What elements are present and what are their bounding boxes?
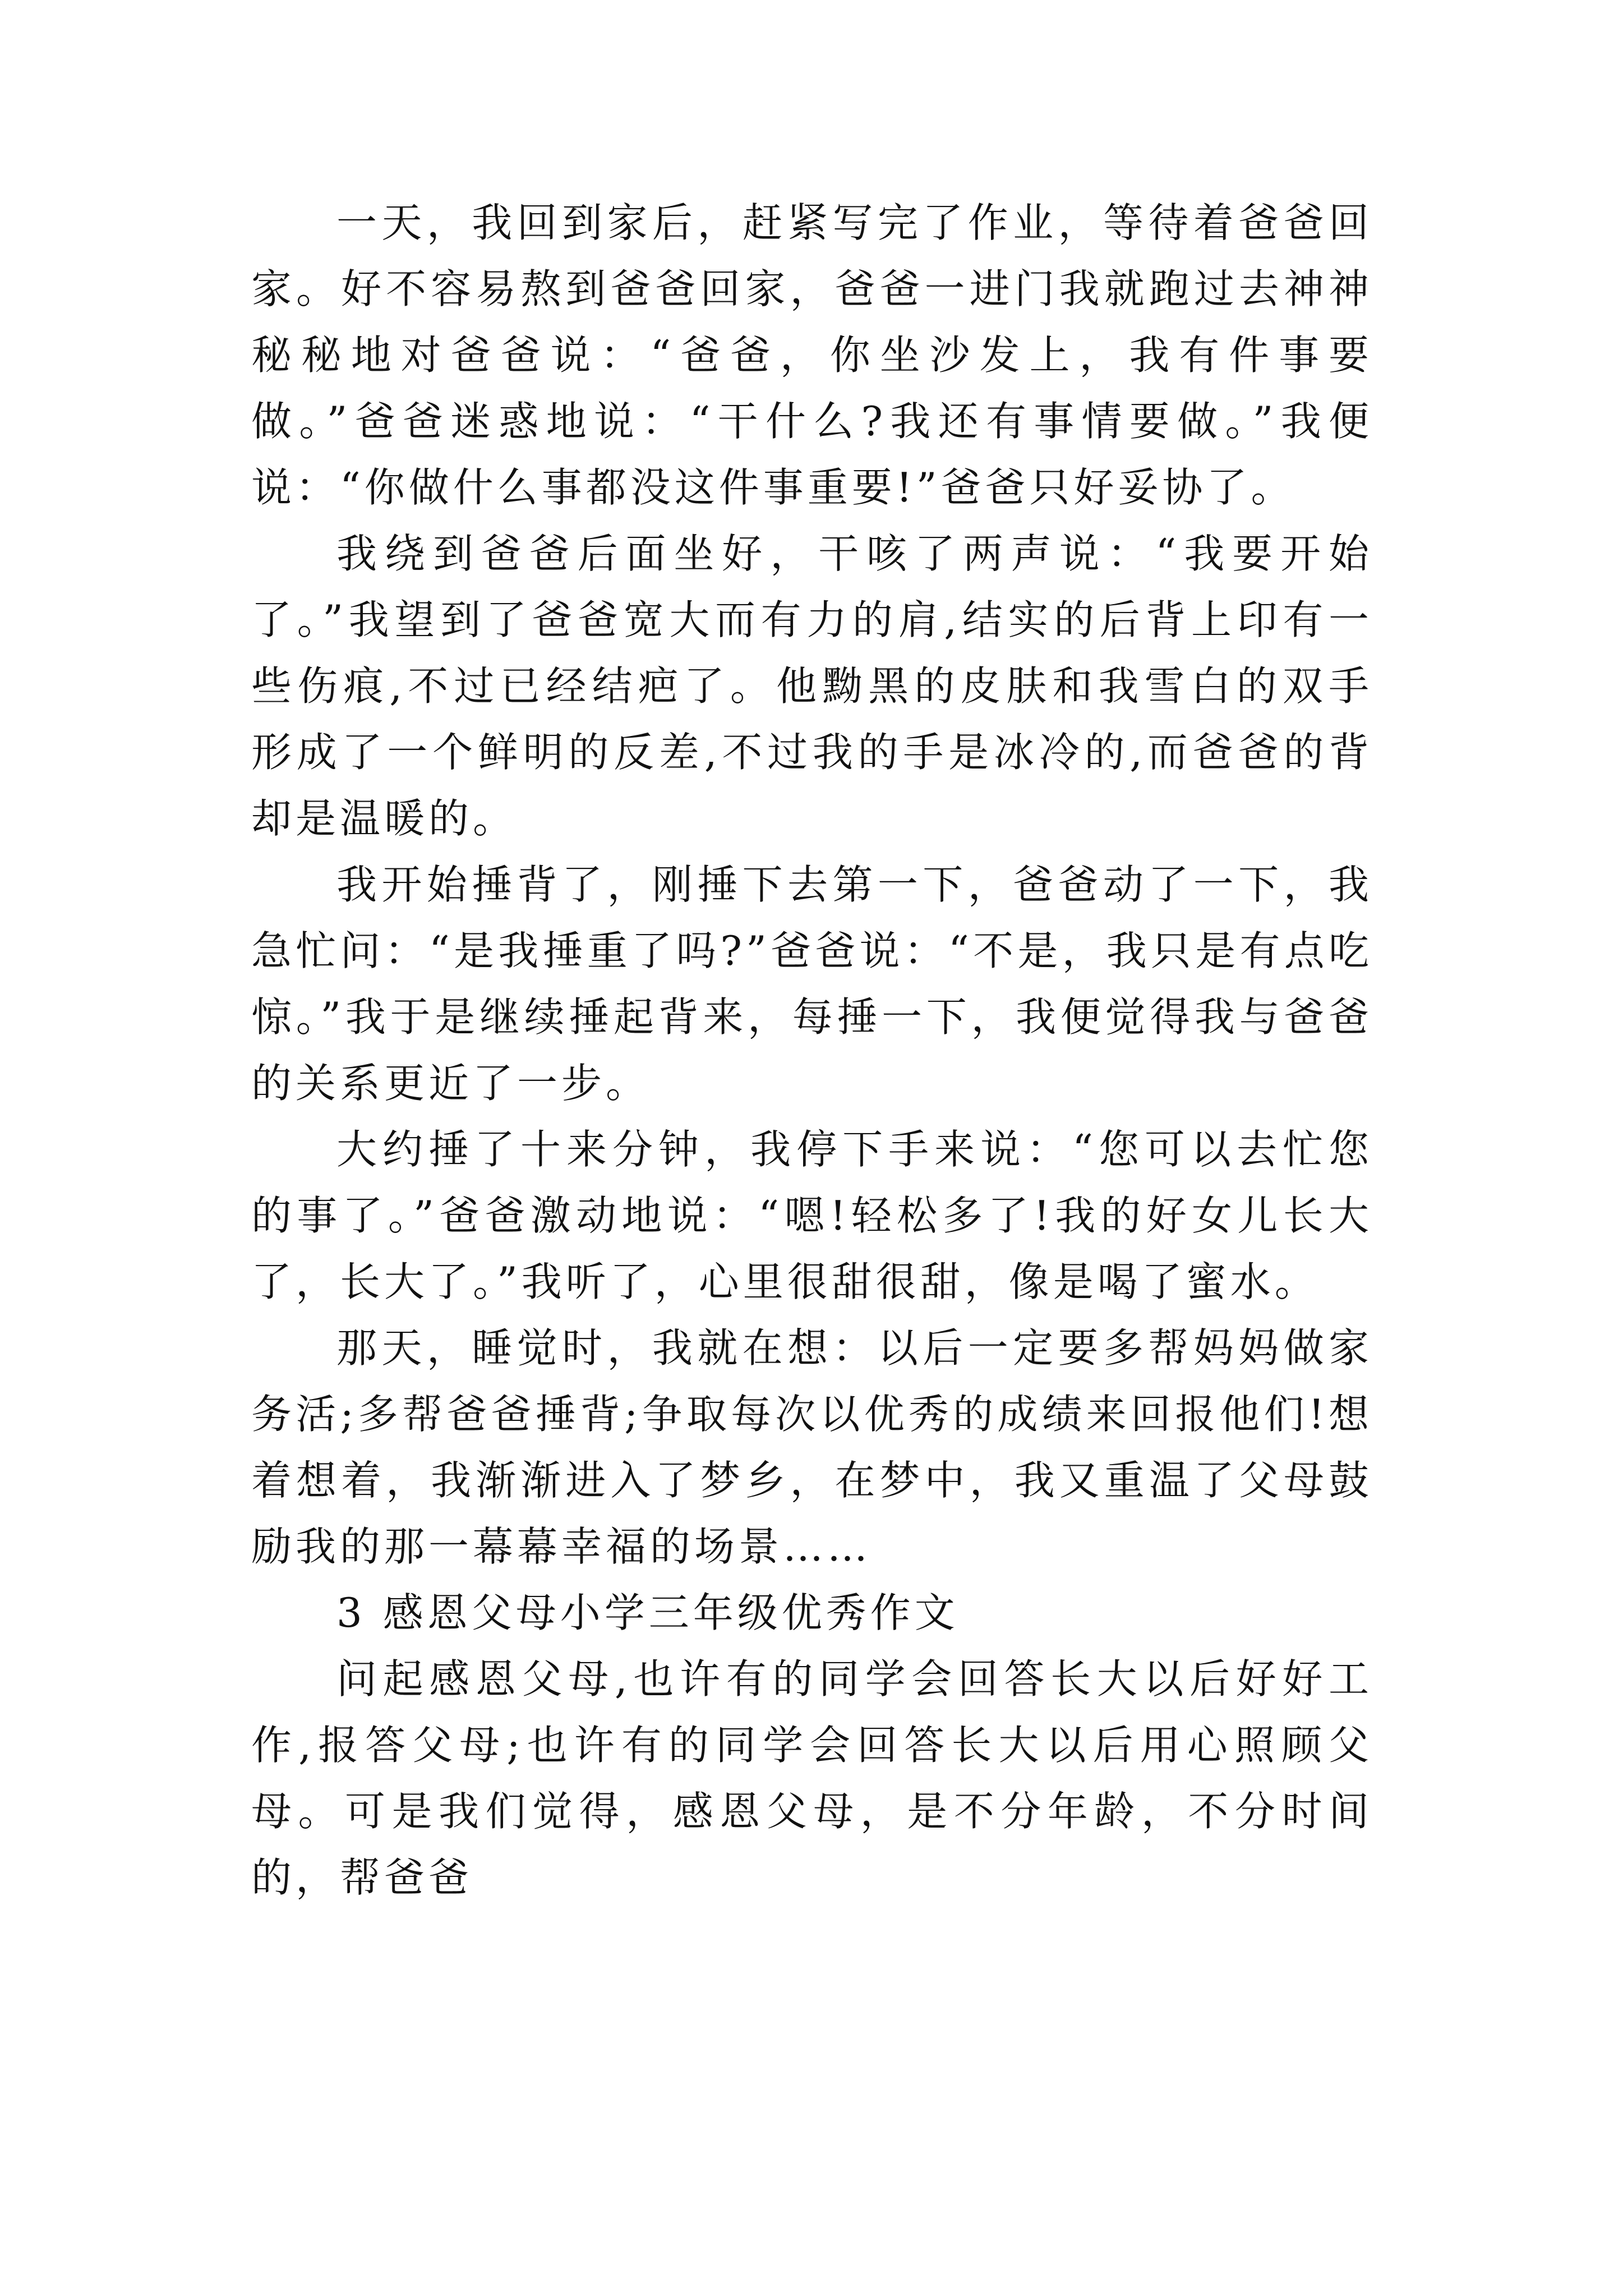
paragraph-back-massage: 我开始捶背了，刚捶下去第一下，爸爸动了一下，我急忙问：“是我捶重了吗?”爸爸说：“不是，我只是有点吃惊。”我于是继续捶起背来，每捶一下，我便觉得我与爸爸的关系更近了一步。 bbox=[251, 861, 1373, 1107]
paragraph-bedtime-reflection: 那天，睡觉时，我就在想：以后一定要多帮妈妈做家务活;多帮爸爸捶背;争取每次以优秀的成绩来回报他们!想着想着，我渐渐进入了梦乡，在梦中，我又重温了父母鼓励我的那一幕幕幸福的场景…… bbox=[251, 1324, 1373, 1570]
paragraph-dads-back: 我绕到爸爸后面坐好，干咳了两声说：“我要开始了。”我望到了爸爸宽大而有力的肩,结实的后背上印有一些伤痕,不过已经结疤了。他黝黑的皮肤和我雪白的双手形成了一个鲜明的反差,不过我的手是冰冷的,而爸爸的背却是温暖的。 bbox=[251, 530, 1373, 842]
paragraph-gratitude-intro: 问起感恩父母,也许有的同学会回答长大以后好好工作,报答父母;也许有的同学会回答长大以后用心照顾父母。可是我们觉得，感恩父母，是不分年龄，不分时间的，帮爸爸 bbox=[251, 1655, 1373, 1901]
section-heading: 3 感恩父母小学三年级优秀作文 bbox=[336, 1589, 959, 1636]
essay-body bbox=[251, 190, 1373, 1911]
paragraph-waiting-for-dad: 一天，我回到家后，赶紧写完了作业，等待着爸爸回家。好不容易熬到爸爸回家，爸爸一进门我就跑过去神神秘秘地对爸爸说：“爸爸，你坐沙发上，我有件事要做。”爸爸迷惑地说：“干什么?我还有事情要做。”我便说：“你做什么事都没这件事重要!”爸爸只好妥协了。 bbox=[251, 199, 1373, 511]
paragraph-dad-relaxed: 大约捶了十来分钟，我停下手来说：“您可以去忙您的事了。”爸爸激动地说：“嗯!轻松多了!我的好女儿长大了，长大了。”我听了，心里很甜很甜，像是喝了蜜水。 bbox=[251, 1126, 1373, 1305]
